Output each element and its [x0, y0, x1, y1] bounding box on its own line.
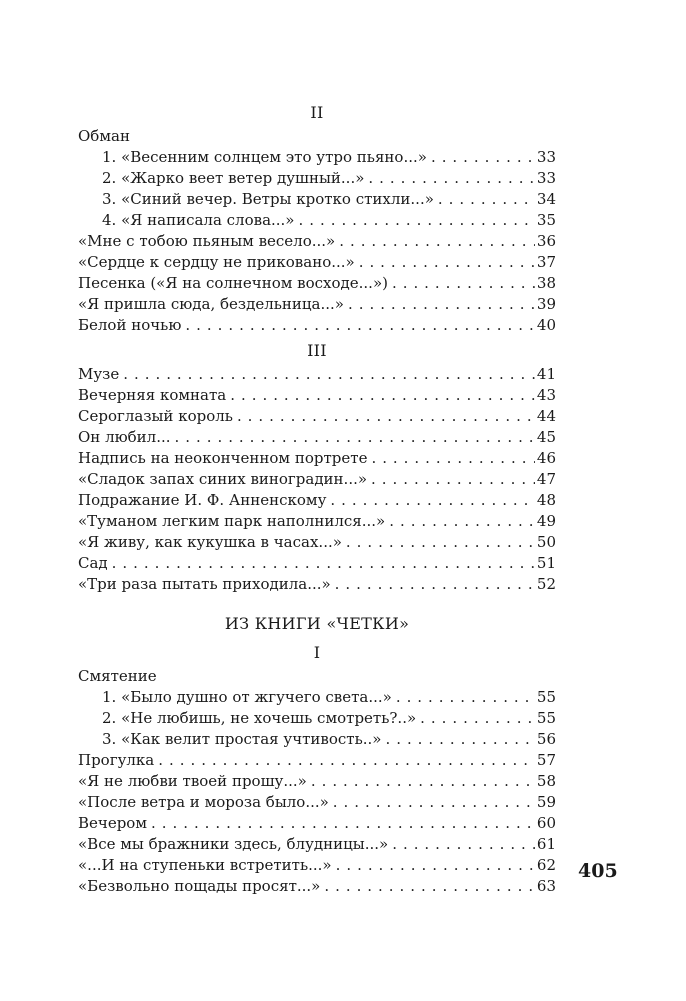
toc-entry — [78, 708, 556, 728]
group-title-obman: Обман — [78, 127, 130, 145]
entry-title: Надпись на неоконченном портрете — [78, 449, 368, 467]
dot-leader — [431, 147, 535, 167]
toc-entry — [78, 189, 556, 209]
entry-page: 47 — [536, 470, 556, 488]
entry-title: Он любил... — [78, 428, 171, 446]
entry-title: «Туманом легким парк наполнился...» — [78, 512, 386, 530]
entry-title: 3. «Как велит простая учтивость..» — [102, 730, 382, 748]
dot-leader — [112, 553, 535, 573]
entry-page: 40 — [536, 316, 556, 334]
toc-entry — [78, 252, 556, 272]
dot-leader — [348, 294, 535, 314]
toc-entry — [78, 168, 556, 188]
dot-leader — [151, 813, 535, 833]
entry-title: Вечером — [78, 814, 147, 832]
entry-page: 44 — [536, 407, 556, 425]
entry-title: «Я живу, как кукушка в часах...» — [78, 533, 342, 551]
dot-leader — [230, 385, 535, 405]
toc-entry — [78, 294, 556, 314]
entry-title: Сероглазый король — [78, 407, 233, 425]
entry-page: 55 — [536, 709, 556, 727]
toc-entry — [78, 231, 556, 251]
entry-page: 51 — [536, 554, 556, 572]
dot-leader — [371, 469, 535, 489]
dot-leader — [330, 490, 534, 510]
dot-leader — [311, 771, 535, 791]
entry-page: 56 — [536, 730, 556, 748]
toc-entry — [78, 574, 556, 594]
entry-page: 45 — [536, 428, 556, 446]
dot-leader — [385, 729, 534, 749]
dot-leader — [335, 574, 535, 594]
book-heading-chetki: ИЗ КНИГИ «ЧЕТКИ» — [224, 614, 410, 633]
toc-entry — [78, 834, 556, 854]
dot-leader — [438, 189, 535, 209]
entry-page: 63 — [536, 877, 556, 895]
toc-entry — [78, 687, 556, 707]
entry-page: 61 — [536, 835, 556, 853]
entry-title: 4. «Я написала слова...» — [102, 211, 295, 229]
entry-title: «Мне с тобою пьяным весело...» — [78, 232, 336, 250]
entry-title: 1. «Весенним солнцем это утро пьяно...» — [102, 148, 427, 166]
entry-title: «...И на ступеньки встретить...» — [78, 856, 332, 874]
entry-title: Подражание И. Ф. Анненскому — [78, 491, 327, 509]
toc-entry — [78, 532, 556, 552]
dot-leader — [389, 511, 535, 531]
entry-page: 36 — [536, 232, 556, 250]
toc-entry — [78, 855, 556, 875]
entry-title: «Я пришла сюда, бездельница...» — [78, 295, 344, 313]
entry-title: «Сердце к сердцу не приковано...» — [78, 253, 355, 271]
entry-title: Белой ночью — [78, 316, 182, 334]
entry-title: 1. «Было душно от жгучего света...» — [102, 688, 392, 706]
entry-page: 48 — [536, 491, 556, 509]
dot-leader — [299, 210, 535, 230]
entry-page: 49 — [536, 512, 556, 530]
dot-leader — [336, 855, 535, 875]
dot-leader — [371, 448, 534, 468]
dot-leader — [333, 792, 535, 812]
toc-entry — [78, 147, 556, 167]
entry-page: 58 — [536, 772, 556, 790]
entry-page: 37 — [536, 253, 556, 271]
entry-page: 50 — [536, 533, 556, 551]
dot-leader — [346, 532, 535, 552]
dot-leader — [324, 876, 535, 896]
toc-entry — [78, 771, 556, 791]
toc-entry — [78, 490, 556, 510]
toc-entry — [78, 448, 556, 468]
entry-title: «После ветра и мороза было...» — [78, 793, 329, 811]
toc-entry — [78, 750, 556, 770]
entry-page: 41 — [536, 365, 556, 383]
entry-title: 2. «Не любишь, не хочешь смотреть?..» — [102, 709, 417, 727]
entry-page: 43 — [536, 386, 556, 404]
entry-page: 55 — [536, 688, 556, 706]
entry-title: Сад — [78, 554, 108, 572]
entry-title: «Сладок запах синих виноградин...» — [78, 470, 368, 488]
dot-leader — [359, 252, 535, 272]
section-heading-ii: II — [310, 103, 324, 122]
dot-leader — [396, 687, 535, 707]
dot-leader — [368, 168, 535, 188]
entry-title: Музе — [78, 365, 120, 383]
toc-entry — [78, 511, 556, 531]
entry-title: «Безвольно пощады просят...» — [78, 877, 321, 895]
toc-entry — [78, 385, 556, 405]
toc-entry — [78, 792, 556, 812]
dot-leader — [392, 834, 535, 854]
entry-title: Песенка («Я на солнечном восходе...») — [78, 274, 388, 292]
toc-entry — [78, 427, 556, 447]
entry-page: 38 — [536, 274, 556, 292]
dot-leader — [237, 406, 535, 426]
entry-page: 33 — [536, 169, 556, 187]
toc-entry — [78, 553, 556, 573]
entry-page: 57 — [536, 751, 556, 769]
dot-leader — [175, 427, 535, 447]
entry-page: 35 — [536, 211, 556, 229]
toc-entry — [78, 406, 556, 426]
entry-page: 46 — [536, 449, 556, 467]
entry-page: 33 — [536, 148, 556, 166]
entry-title: Вечерняя комната — [78, 386, 227, 404]
entry-title: 2. «Жарко веет ветер душный...» — [102, 169, 365, 187]
page-number: 405 — [578, 860, 618, 882]
entry-title: «Я не любви твоей прошу...» — [78, 772, 307, 790]
section-heading-i: I — [313, 643, 321, 662]
entry-page: 60 — [536, 814, 556, 832]
entry-page: 52 — [536, 575, 556, 593]
entry-page: 59 — [536, 793, 556, 811]
toc-entry — [78, 469, 556, 489]
section-heading-iii: III — [307, 341, 327, 360]
entry-page: 62 — [536, 856, 556, 874]
toc-entry — [78, 273, 556, 293]
toc-entry — [78, 210, 556, 230]
toc-entry — [78, 729, 556, 749]
entry-title: 3. «Синий вечер. Ветры кротко стихли...» — [102, 190, 434, 208]
toc-entry — [78, 876, 556, 896]
group-title-smyatenie: Смятение — [78, 667, 157, 685]
toc-entry — [78, 315, 556, 335]
entry-page: 39 — [536, 295, 556, 313]
dot-leader — [339, 231, 535, 251]
dot-leader — [123, 364, 535, 384]
dot-leader — [158, 750, 535, 770]
toc-entry — [78, 364, 556, 384]
dot-leader — [392, 273, 535, 293]
toc-entry — [78, 813, 556, 833]
dot-leader — [185, 315, 535, 335]
dot-leader — [420, 708, 535, 728]
entry-title: Прогулка — [78, 751, 155, 769]
entry-title: «Три раза пытать приходила...» — [78, 575, 331, 593]
entry-title: «Все мы бражники здесь, блудницы...» — [78, 835, 389, 853]
entry-page: 34 — [536, 190, 556, 208]
